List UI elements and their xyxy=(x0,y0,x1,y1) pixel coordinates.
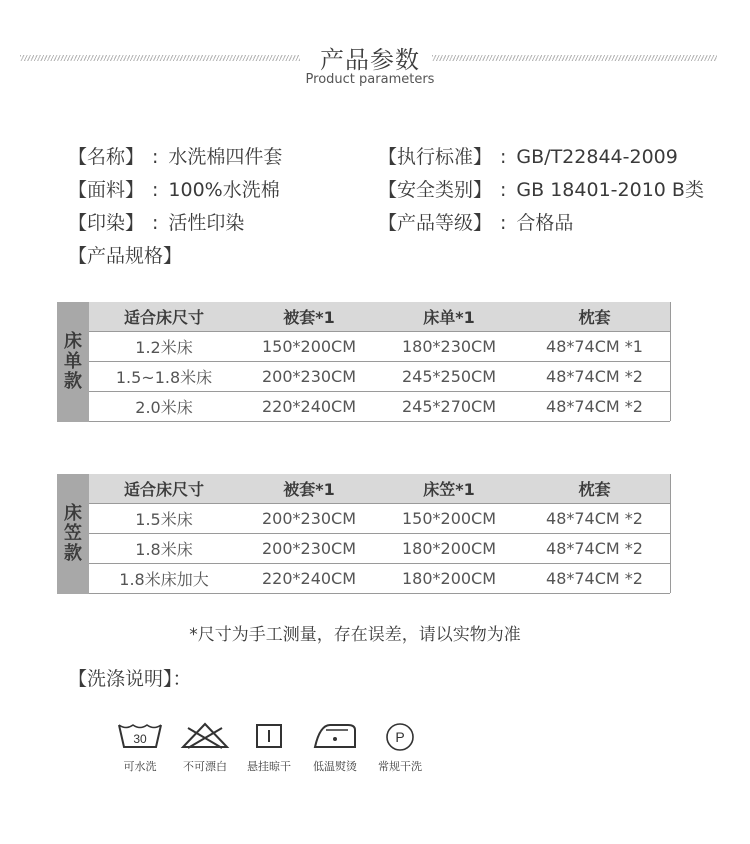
table-cell: 1.8米床 xyxy=(89,534,239,564)
care-label: 低温熨烫 xyxy=(313,760,357,773)
param-value: 活性印染 xyxy=(168,212,245,234)
table-cell: 180*230CM xyxy=(379,332,519,362)
wash-temp-text: 30 xyxy=(133,732,147,746)
param-value: GB/T22844-2009 xyxy=(516,146,678,168)
care-item-low-iron xyxy=(300,722,370,774)
param-label: 【产品规格】 xyxy=(68,245,183,267)
column-header: 枕套 xyxy=(519,302,670,332)
table-cell: 48*74CM *2 xyxy=(519,362,670,392)
param-label: 【安全类别】 xyxy=(378,179,493,201)
care-item-no-bleach xyxy=(170,722,240,774)
table-side-label: 床 笠 款 xyxy=(57,474,89,594)
param-value: 合格品 xyxy=(516,212,574,234)
dry-clean-icon xyxy=(385,722,415,752)
column-header: 被套*1 xyxy=(239,474,379,504)
table-cell: 150*200CM xyxy=(239,332,379,362)
care-label: 不可漂白 xyxy=(183,760,227,773)
section-title: 产品参数 xyxy=(320,46,420,74)
table-right-border xyxy=(89,302,671,421)
column-header: 适合床尺寸 xyxy=(89,474,239,504)
table-cell: 150*200CM xyxy=(379,504,519,534)
table-right-border xyxy=(89,474,671,593)
low-iron-icon xyxy=(312,722,358,750)
care-item-washable xyxy=(105,722,175,774)
table-cell: 48*74CM *2 xyxy=(519,534,670,564)
table-cell: 2.0米床 xyxy=(89,392,239,422)
wash-title: 【洗涤说明】： xyxy=(68,668,192,690)
param-label: 【印染】 xyxy=(68,212,145,234)
section-subtitle: Product parameters xyxy=(305,72,435,87)
column-header: 枕套 xyxy=(519,474,670,504)
param-label: 【名称】 xyxy=(68,146,145,168)
table-cell: 1.5~1.8米床 xyxy=(89,362,239,392)
param-material: 【面料】 : 100%水洗棉 xyxy=(68,179,280,201)
table-cell: 200*230CM xyxy=(239,504,379,534)
param-dye: 【印染】 : 活性印染 xyxy=(68,212,245,234)
table-cell: 245*250CM xyxy=(379,362,519,392)
table-cell: 48*74CM *2 xyxy=(519,564,670,594)
table-side-label: 床 单 款 xyxy=(57,302,89,422)
no-bleach-icon xyxy=(180,722,230,750)
param-label: 【面料】 xyxy=(68,179,145,201)
param-spec xyxy=(68,241,182,268)
care-label: 常规干洗 xyxy=(378,760,422,773)
param-safety: 【安全类别】 : GB 18401-2010 B类 xyxy=(378,179,704,201)
param-value: GB 18401-2010 B类 xyxy=(516,179,704,201)
table-cell: 48*74CM *2 xyxy=(519,504,670,534)
table-cell: 180*200CM xyxy=(379,534,519,564)
table-cell: 1.5米床 xyxy=(89,504,239,534)
column-header: 适合床尺寸 xyxy=(89,302,239,332)
table-cell: 48*74CM *1 xyxy=(519,332,670,362)
table-cell: 245*270CM xyxy=(379,392,519,422)
table-cell: 1.2米床 xyxy=(89,332,239,362)
dry-clean-letter: P xyxy=(395,729,405,745)
care-label: 悬挂晾干 xyxy=(247,760,291,773)
measurement-note: *尺寸为手工测量，存在误差，请以实物为准 xyxy=(189,625,521,645)
param-label: 【产品等级】 xyxy=(378,212,493,234)
table-cell: 200*230CM xyxy=(239,362,379,392)
param-value: 100%水洗棉 xyxy=(168,179,280,201)
column-header: 床单*1 xyxy=(379,302,519,332)
param-grade: 【产品等级】 : 合格品 xyxy=(378,212,574,234)
param-label: 【执行标准】 xyxy=(378,146,493,168)
table-cell: 220*240CM xyxy=(239,392,379,422)
wash-tub-icon xyxy=(116,722,164,750)
param-value: 水洗棉四件套 xyxy=(168,146,283,168)
table-cell: 180*200CM xyxy=(379,564,519,594)
hang-dry-icon xyxy=(254,722,284,750)
table-cell: 200*230CM xyxy=(239,534,379,564)
column-header: 被套*1 xyxy=(239,302,379,332)
care-item-hang-dry xyxy=(234,722,304,774)
table-cell: 48*74CM *2 xyxy=(519,392,670,422)
care-label: 可水洗 xyxy=(123,760,157,773)
table-cell: 220*240CM xyxy=(239,564,379,594)
column-header: 床笠*1 xyxy=(379,474,519,504)
care-item-dry-clean xyxy=(365,722,435,774)
param-name: 【名称】 : 水洗棉四件套 xyxy=(68,146,283,168)
table-cell: 1.8米床加大 xyxy=(89,564,239,594)
param-standard: 【执行标准】 : GB/T22844-2009 xyxy=(378,146,678,168)
